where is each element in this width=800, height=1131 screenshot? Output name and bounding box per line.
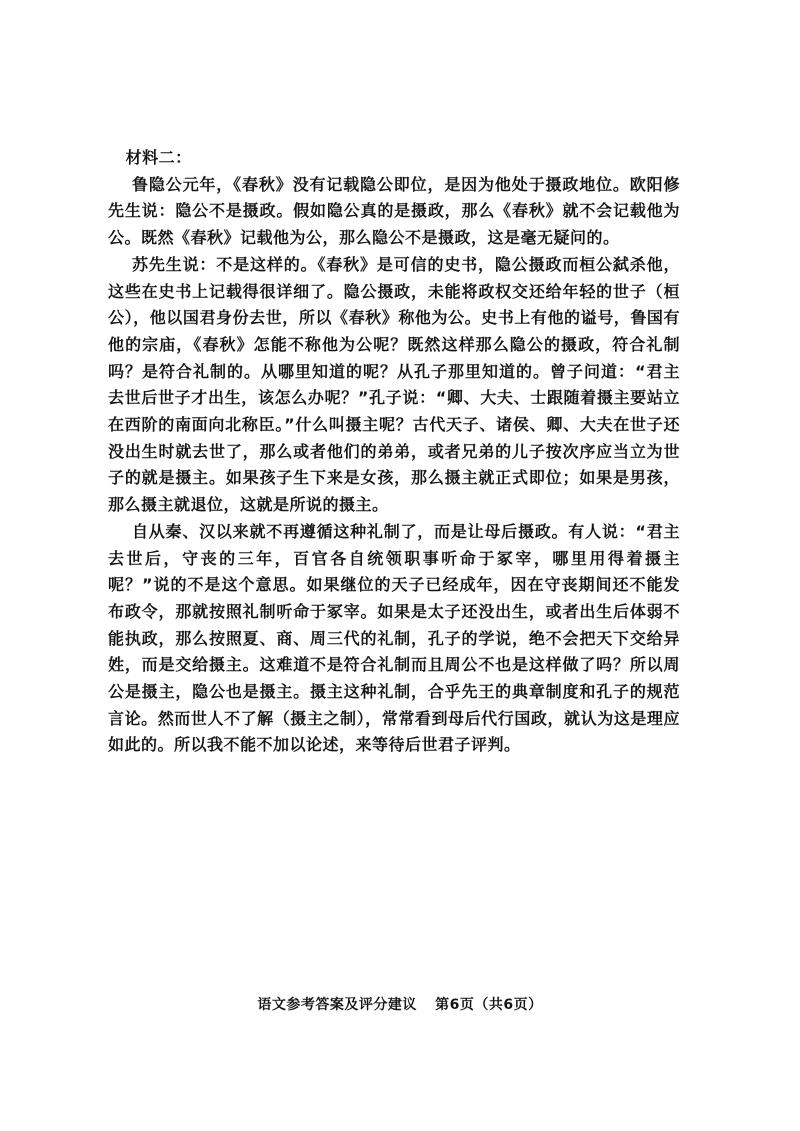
footer-doc-title: 语文参考答案及评分建议 [257, 997, 417, 1013]
footer-page-number: 第6页（共6页） [435, 997, 543, 1013]
paragraph-3: 自从秦、汉以来就不再遵循这种礼制了，而是让母后摄政。有人说：“君主去世后，守丧的三年，百官各自统领职事听命于冢宰，哪里用得着摄主呢？”说的不是这个意思。如果继位的天子已经成年，因在守丧期间还不能发布政令，那就按照礼制听命于冢宰。如果是太子还没出生，或者出生后体弱不能执政，那么按照夏、商、周三代的礼制，孔子的学说，绝不会把天下交给异姓，而是交给摄主。这难道不是符合礼制而且周公不也是这样做了吗？所以周公是摄主，隐公也是摄主。摄主这种礼制，合乎先王的典章制度和孔子的规范言论。然而世人不了解（摄主之制），常常看到母后代行国政，就认为这是理应如此的。所以我不能不加以论述，来等待后世君子评判。 [108, 521, 680, 755]
document-body [108, 145, 680, 759]
paragraph-1: 鲁隐公元年，《春秋》没有记载隐公即位，是因为他处于摄政地位。欧阳修先生说：隐公不是摄政。假如隐公真的是摄政，那么《春秋》就不会记载他为公。既然《春秋》记载他为公，那么隐公不是摄政，这是毫无疑问的。 [108, 174, 680, 248]
section-heading: 材料二： [125, 148, 192, 167]
paragraph-2: 苏先生说：不是这样的。《春秋》是可信的史书，隐公摄政而桓公弑杀他，这些在史书上记载得很详细了。隐公摄政，未能将政权交还给年轻的世子（桓公），他以国君身份去世，所以《春秋》称他为公。史书上有他的谥号，鲁国有他的宗庙，《春秋》怎能不称他为公呢？既然这样那么隐公的摄政，符合礼制吗？是符合礼制的。从哪里知道的呢？从孔子那里知道的。曾子问道：“君主去世后世子才出生，该怎么办呢？”孔子说：“卿、大夫、士跟随着摄主要站立在西阶的南面向北称臣。”什么叫摄主呢？古代天子、诸侯、卿、大夫在世子还没出生时就去世了，那么或者他们的弟弟，或者兄弟的儿子按次序应当立为世子的就是摄主。如果孩子生下来是女孩，那么摄主就正式即位；如果是男孩，那么摄主就退位，这就是所说的摄主。 [108, 254, 680, 515]
page-footer [0, 994, 800, 1014]
